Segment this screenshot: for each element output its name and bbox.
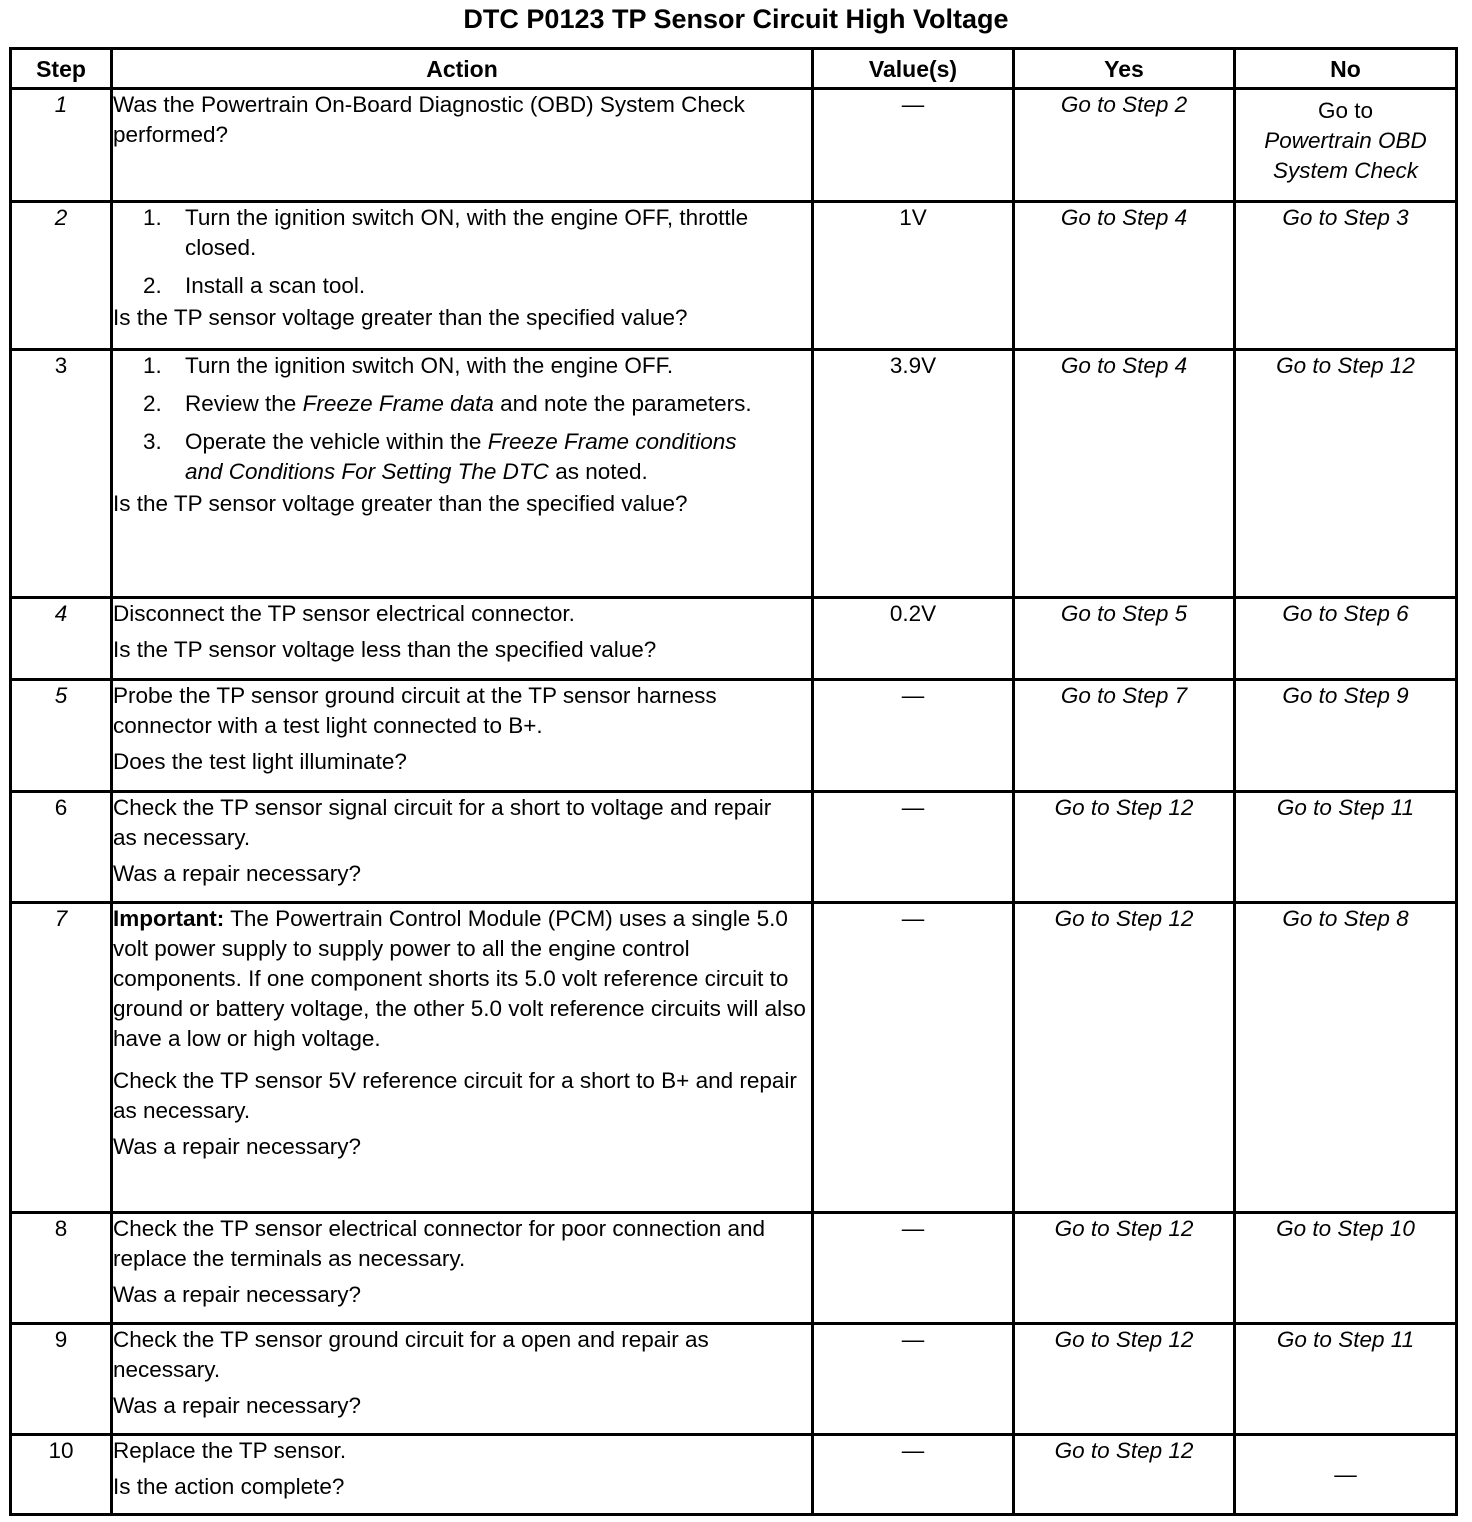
action-cell	[112, 1435, 813, 1515]
step-number: 8	[11, 1213, 112, 1324]
header-yes: Yes	[1014, 49, 1235, 89]
freeze-frame-conditions-text: Freeze Frame conditions and Conditions For Setting The DTC	[185, 429, 737, 484]
list-item: 1. Turn the ignition switch ON, with the engine OFF.	[143, 353, 674, 378]
no-cell: Go to Step 9	[1235, 680, 1457, 792]
header-action: Action	[112, 49, 813, 89]
table-row	[11, 792, 1457, 903]
action-cell	[112, 598, 813, 680]
no-text-line1: Go to	[1317, 98, 1374, 123]
important-text: The Powertrain Control Module (PCM) uses a single 5.0 volt power supply to supply power to all the engine control components. If one component shorts its 5.0 volt reference circuit to ground or battery voltage, the other 5.0 volt reference circuits will also have a low or high voltage.	[113, 906, 806, 1051]
yes-cell: Go to Step 7	[1014, 680, 1235, 792]
action-question: Is the TP sensor voltage less than the specified value?	[113, 637, 657, 662]
freeze-frame-data-text: Freeze Frame data	[302, 391, 494, 416]
page-title: DTC P0123 TP Sensor Circuit High Voltage	[463, 4, 1009, 34]
yes-cell: Go to Step 12	[1014, 903, 1235, 1213]
action-text: Check the TP sensor signal circuit for a short to voltage and repair as necessary.	[113, 795, 772, 850]
action-cell	[112, 792, 813, 903]
list-item: 1. Turn the ignition switch ON, with the engine OFF, throttle closed.	[143, 205, 749, 260]
action-question: Is the action complete?	[113, 1474, 345, 1499]
action-text: Check the TP sensor 5V reference circuit for a short to B+ and repair as necessary.	[113, 1068, 797, 1123]
value-cell: 1V	[813, 202, 1014, 350]
value-cell: 3.9V	[813, 350, 1014, 598]
table-row	[11, 202, 1457, 350]
action-text: Check the TP sensor electrical connector for poor connection and replace the terminals as necessary.	[113, 1216, 766, 1271]
list-item: 2. Review the Freeze Frame data and note the parameters.	[143, 391, 752, 416]
action-question: Was a repair necessary?	[113, 1134, 362, 1159]
action-cell	[112, 680, 813, 792]
action-question: Was a repair necessary?	[113, 861, 362, 886]
yes-cell: Go to Step 12	[1014, 792, 1235, 903]
step-number: 3	[11, 350, 112, 598]
value-cell: —	[813, 903, 1014, 1213]
value-cell: 0.2V	[813, 598, 1014, 680]
list-item: 3. Operate the vehicle within the Freeze Frame conditions and Conditions For Setting The DTC as noted.	[143, 429, 737, 484]
action-question: Was a repair necessary?	[113, 1393, 362, 1418]
no-cell: Go to Step 6	[1235, 598, 1457, 680]
diagnostic-table	[9, 47, 1458, 1516]
list-item-text: Turn the ignition switch ON, with the engine OFF, throttle closed.	[185, 205, 749, 260]
table-row	[11, 903, 1457, 1213]
table-row	[11, 1435, 1457, 1515]
yes-cell: Go to Step 12	[1014, 1324, 1235, 1435]
action-question: Was a repair necessary?	[113, 1282, 362, 1307]
value-cell: —	[813, 1324, 1014, 1435]
value-cell: —	[813, 89, 1014, 202]
action-text: Probe the TP sensor ground circuit at the TP sensor harness connector with a test light connected to B+.	[113, 683, 717, 738]
list-item-text: and note the parameters.	[500, 391, 752, 416]
value-cell: —	[813, 1213, 1014, 1324]
action-text: Disconnect the TP sensor electrical connector.	[113, 601, 575, 626]
step-number: 9	[11, 1324, 112, 1435]
step-number: 1	[11, 89, 112, 202]
list-item: 2. Install a scan tool.	[143, 273, 366, 298]
important-label: Important:	[113, 906, 225, 931]
action-question: Is the TP sensor voltage greater than the specified value?	[113, 305, 688, 330]
yes-cell: Go to Step 4	[1014, 350, 1235, 598]
action-text: Replace the TP sensor.	[113, 1438, 347, 1463]
header-row	[11, 49, 1457, 89]
important-note	[113, 904, 811, 1054]
action-cell	[112, 89, 813, 202]
no-cell: Go to Step 3	[1235, 202, 1457, 350]
no-cell: Go to Step 11	[1235, 792, 1457, 903]
table-row	[11, 1213, 1457, 1324]
table-row	[11, 598, 1457, 680]
no-cell: Go to Step 11	[1235, 1324, 1457, 1435]
step-number: 4	[11, 598, 112, 680]
header-values: Value(s)	[813, 49, 1014, 89]
no-cell: Go to Step 12	[1235, 350, 1457, 598]
no-cell: Go to Step 8	[1235, 903, 1457, 1213]
action-cell	[112, 1213, 813, 1324]
header-step: Step	[11, 49, 112, 89]
yes-cell: Go to Step 12	[1014, 1213, 1235, 1324]
list-item-text: Turn the ignition switch ON, with the engine OFF.	[185, 353, 674, 378]
step-number: 5	[11, 680, 112, 792]
list-item-text: Review the	[185, 391, 297, 416]
action-cell	[112, 202, 813, 350]
action-question: Does the test light illuminate?	[113, 749, 407, 774]
value-cell: —	[813, 680, 1014, 792]
action-cell	[112, 903, 813, 1213]
action-question: Is the TP sensor voltage greater than the specified value?	[113, 491, 688, 516]
no-cell: Go to Step 10	[1235, 1213, 1457, 1324]
action-cell	[112, 1324, 813, 1435]
step-number: 6	[11, 792, 112, 903]
no-cell: —	[1235, 1435, 1457, 1515]
action-cell	[112, 350, 813, 598]
table-row	[11, 680, 1457, 792]
table-row	[11, 350, 1457, 598]
value-cell: —	[813, 1435, 1014, 1515]
yes-cell: Go to Step 12	[1014, 1435, 1235, 1515]
value-cell: —	[813, 792, 1014, 903]
yes-cell: Go to Step 4	[1014, 202, 1235, 350]
list-item-text: Install a scan tool.	[185, 273, 366, 298]
table-row	[11, 1324, 1457, 1435]
action-text: Was the Powertrain On-Board Diagnostic (OBD) System Check performed?	[113, 92, 745, 147]
yes-cell: Go to Step 5	[1014, 598, 1235, 680]
action-text: Check the TP sensor ground circuit for a open and repair as necessary.	[113, 1327, 709, 1382]
no-cell	[1235, 89, 1457, 202]
header-no: No	[1235, 49, 1457, 89]
step-number: 10	[11, 1435, 112, 1515]
no-text-line2: Powertrain OBD System Check	[1264, 128, 1427, 183]
action-list	[113, 351, 811, 487]
list-item-text: as noted.	[555, 459, 648, 484]
list-item-text: Operate the vehicle within the	[185, 429, 482, 454]
table-row	[11, 89, 1457, 202]
step-number: 7	[11, 903, 112, 1213]
yes-cell: Go to Step 2	[1014, 89, 1235, 202]
step-number: 2	[11, 202, 112, 350]
action-list	[113, 203, 811, 301]
